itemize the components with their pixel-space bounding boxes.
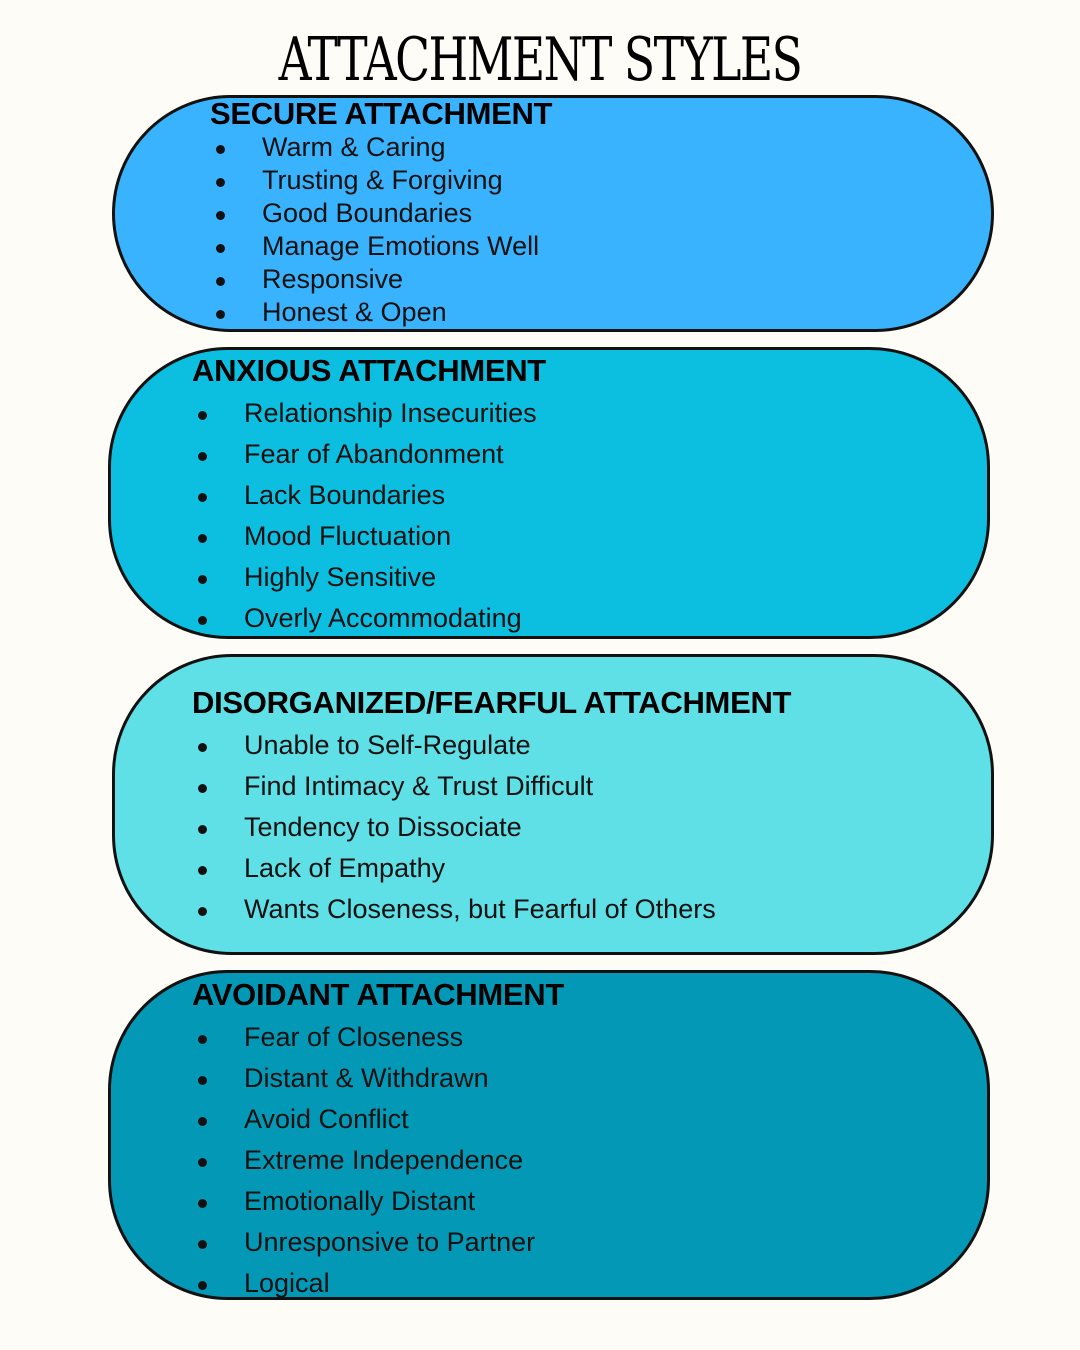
avoidant-attachment-list (198, 1017, 535, 1304)
list-item: Wants Closeness, but Fearful of Others (198, 889, 716, 930)
list-item: Distant & Withdrawn (198, 1058, 535, 1099)
secure-attachment-list (216, 131, 539, 329)
list-item: Extreme Independence (198, 1140, 535, 1181)
list-item: Emotionally Distant (198, 1181, 535, 1222)
list-item: Good Boundaries (216, 197, 539, 230)
list-item: Mood Fluctuation (198, 516, 537, 557)
list-item: Lack of Empathy (198, 848, 716, 889)
list-item: Overly Accommodating (198, 598, 537, 639)
disorganized-attachment-heading: DISORGANIZED/FEARFUL ATTACHMENT (192, 685, 792, 720)
list-item: Manage Emotions Well (216, 230, 539, 263)
list-item: Relationship Insecurities (198, 393, 537, 434)
page-title: ATTACHMENT STYLES (278, 25, 802, 95)
list-item: Find Intimacy & Trust Difficult (198, 766, 716, 807)
list-item: Trusting & Forgiving (216, 164, 539, 197)
list-item: Warm & Caring (216, 131, 539, 164)
list-item: Fear of Abandonment (198, 434, 537, 475)
secure-attachment-heading: SECURE ATTACHMENT (210, 96, 553, 131)
list-item: Honest & Open (216, 296, 539, 329)
anxious-attachment-heading: ANXIOUS ATTACHMENT (192, 353, 546, 388)
disorganized-attachment-list (198, 725, 716, 930)
anxious-attachment-list (198, 393, 537, 639)
list-item: Responsive (216, 263, 539, 296)
list-item: Avoid Conflict (198, 1099, 535, 1140)
list-item: Highly Sensitive (198, 557, 537, 598)
list-item: Logical (198, 1263, 535, 1304)
list-item: Tendency to Dissociate (198, 807, 716, 848)
list-item: Unable to Self-Regulate (198, 725, 716, 766)
list-item: Unresponsive to Partner (198, 1222, 535, 1263)
list-item: Fear of Closeness (198, 1017, 535, 1058)
avoidant-attachment-heading: AVOIDANT ATTACHMENT (192, 977, 564, 1012)
list-item: Lack Boundaries (198, 475, 537, 516)
